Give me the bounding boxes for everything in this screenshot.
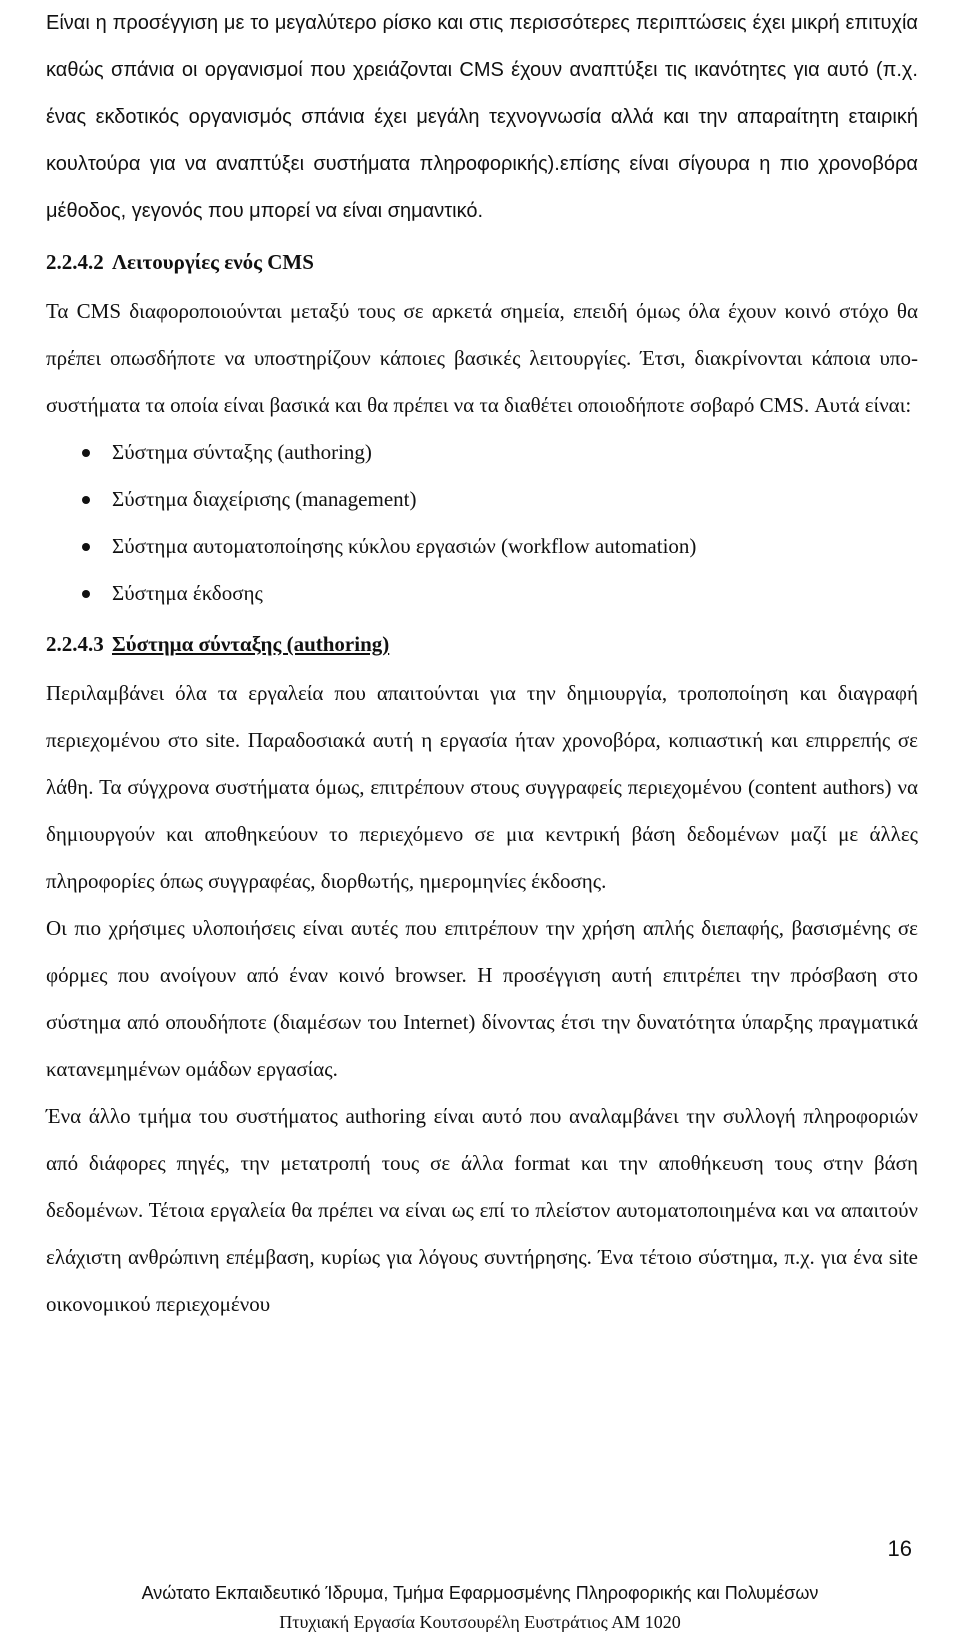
section-number: 2.2.4.2: [46, 250, 104, 274]
functions-paragraph: Τα CMS διαφοροποιούνται μεταξύ τους σε αρκετά σημεία, επειδή όμως όλα έχουν κοινό στόχο θα πρέπει οπωσδήποτε να υποστηρίζουν κάποιες βασικές λειτουργίες. Έτσι, διακρίνονται κάποια υπο-συστήματα τα οποία είναι βασικά και θα πρέπει να τα διαθέτει οποιοδήποτε σοβαρό CMS. Αυτά είναι:: [46, 299, 918, 417]
footer-author: Πτυχιακή Εργασία Κουτσουρέλη Ευστράτιος ΑΜ 1020: [279, 1612, 681, 1632]
list-item: [46, 570, 918, 617]
bullet-icon: [82, 449, 90, 457]
list-item-text: Σύστημα σύνταξης (authoring): [112, 440, 372, 464]
authoring-paragraph-2: Οι πιο χρήσιμες υλοποιήσεις είναι αυτές που επιτρέπουν την χρήση απλής διεπαφής, βασισμένης σε φόρμες που ανοίγουν από έναν κοινό browser. Η προσέγγιση αυτή επιτρέπει την πρόσβαση στο σύστημα από οπουδήποτε (διαμέσων του Internet) δίνοντας έτσι την δυνατότητα ύπαρξης πραγματικά κατανεμημένων ομάδων εργασίας.: [46, 916, 918, 1081]
list-item-text: Σύστημα έκδοσης: [112, 581, 263, 605]
document-page: [46, 0, 918, 1328]
subsystem-list: [46, 429, 918, 617]
section-heading-functions: [46, 239, 918, 286]
intro-paragraph: Είναι η προσέγγιση με το μεγαλύτερο ρίσκο και στις περισσότερες περιπτώσεις έχει μικρή επιτυχία καθώς σπάνια οι οργανισμοί που χρειάζονται CMS έχουν αναπτύξει τις ικανότητες για αυτό (π.χ. ένας εκδοτικός οργανισμός σπάνια έχει μεγάλη τεχνογνωσία αλλά και την απαραίτητη εταιρική κουλτούρα για να αναπτύξει συστήματα πληροφορικής).επίσης είναι σίγουρα η πιο χρονοβόρα μέθοδος, γεγονός που μπορεί να είναι σημαντικό.: [46, 12, 918, 222]
bullet-icon: [82, 543, 90, 551]
list-item-text: Σύστημα διαχείρισης (management): [112, 487, 417, 511]
footer-institution: Ανώτατο Εκπαιδευτικό Ίδρυμα, Τμήμα Εφαρμοσμένης Πληροφορικής και Πολυμέσων: [141, 1583, 819, 1603]
page-number: 16: [887, 1536, 912, 1561]
section-title: Σύστημα σύνταξης (authoring): [112, 632, 390, 656]
authoring-paragraph-3: Ένα άλλο τμήμα του συστήματος authoring είναι αυτό που αναλαμβάνει την συλλογή πληροφοριών από διάφορες πηγές, την μετατροπή τους σε άλλα format και την αποθήκευση τους στην βάση δεδομένων. Τέτοια εργαλεία θα πρέπει να είναι ως επί το πλείστον αυτοματοποιημένα και να απαιτούν ελάχιστη ανθρώπινη επέμβαση, κυρίως για λόγους συντήρησης. Ένα τέτοιο σύστημα, π.χ. για ένα site οικονομικού περιεχομένου: [46, 1104, 918, 1316]
bullet-icon: [82, 590, 90, 598]
list-item: [46, 429, 918, 476]
list-item: [46, 523, 918, 570]
list-item: [46, 476, 918, 523]
bullet-icon: [82, 496, 90, 504]
list-item-text: Σύστημα αυτοματοποίησης κύκλου εργασιών (workflow automation): [112, 534, 697, 558]
section-title: Λειτουργίες ενός CMS: [112, 250, 314, 274]
authoring-paragraph-1: Περιλαμβάνει όλα τα εργαλεία που απαιτούνται για την δημιουργία, τροποποίηση και διαγραφή περιεχομένου στο site. Παραδοσιακά αυτή η εργασία ήταν χρονοβόρα, κοπιαστική και επιρρεπής σε λάθη. Τα σύγχρονα συστήματα όμως, επιτρέπουν στους συγγραφείς περιεχομένου (content authors) να δημιουργούν και αποθηκεύουν το περιεχόμενο σε μια κεντρική βάση δεδομένων μαζί με άλλες πληροφορίες όπως συγγραφέας, διορθωτής, ημερομηνίες έκδοσης.: [46, 681, 918, 893]
section-heading-authoring: [46, 621, 918, 668]
section-number: 2.2.4.3: [46, 632, 104, 656]
